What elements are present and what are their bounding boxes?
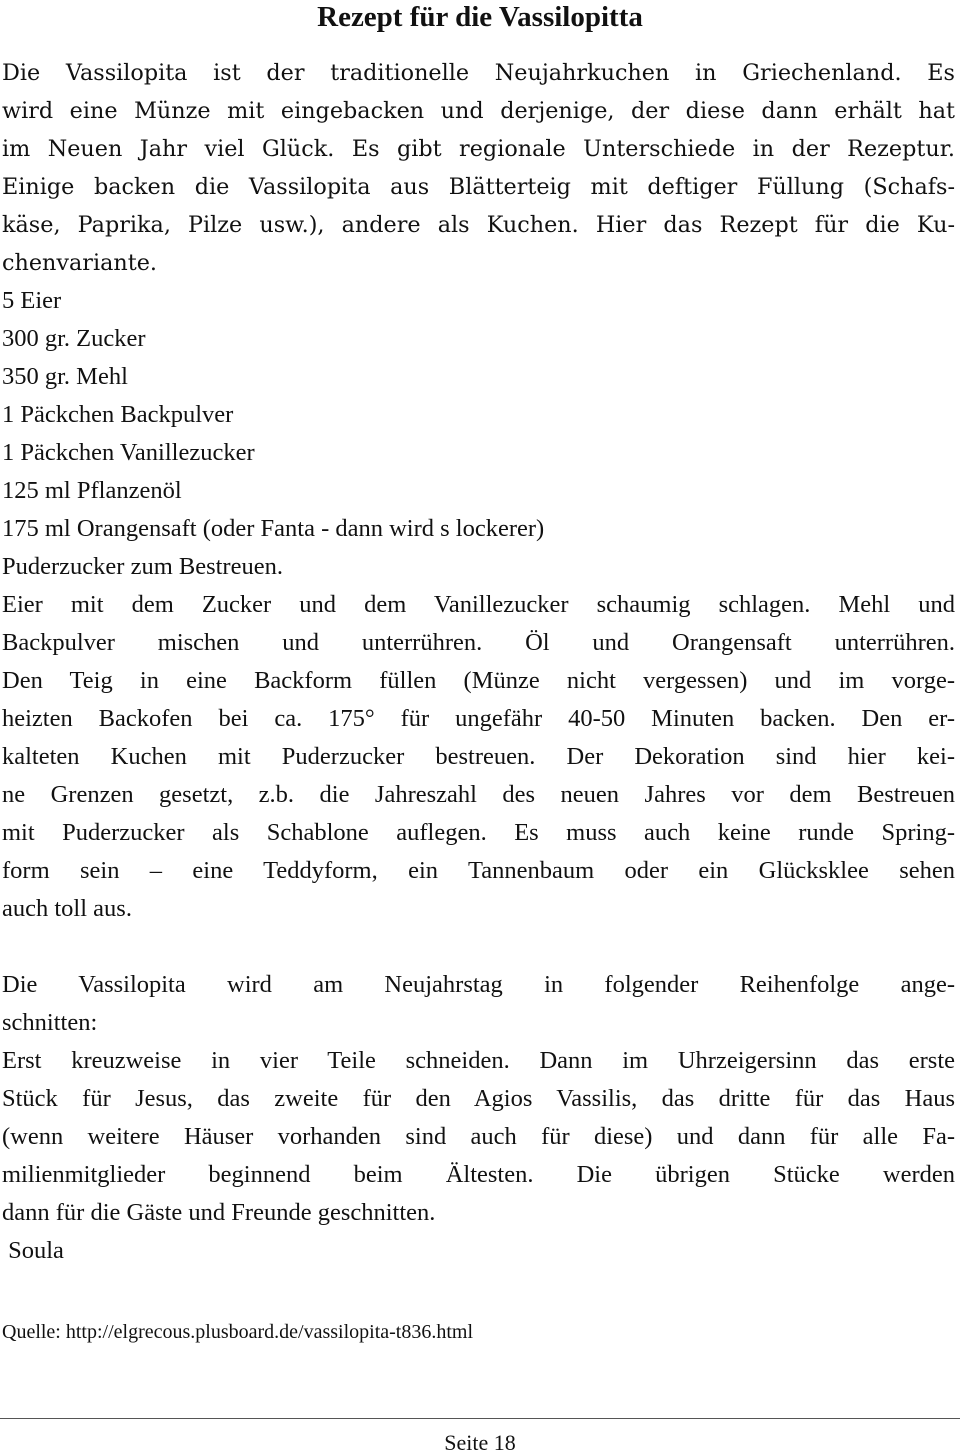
page-title: Rezept für die Vassilopitta xyxy=(317,1,643,33)
ingredient-item: 175 ml Orangensaft (oder Fanta - dann wird s lockerer) xyxy=(2,515,545,542)
cutting-line: Die Vassilopita wird am Neujahrstag in folgender Reihenfolge ange- xyxy=(2,971,955,998)
intro-line: wird eine Münze mit eingebacken und derjenige, der diese dann erhält hat xyxy=(2,98,955,124)
cutting-paragraph xyxy=(2,966,955,1270)
ingredient-item: 1 Päckchen Vanillezucker xyxy=(2,439,255,466)
page-number: Seite 18 xyxy=(444,1430,516,1455)
instruction-line: ne Grenzen gesetzt, z.b. die Jahreszahl des neuen Jahres vor dem Bestreuen xyxy=(2,781,955,808)
ingredient-item: Puderzucker zum Bestreuen. xyxy=(2,553,283,580)
instructions-paragraph xyxy=(2,586,955,928)
instruction-line: Backpulver mischen und unterrühren. Öl und Orangensaft unterrühren. xyxy=(2,629,955,656)
instruction-line: Den Teig in eine Backform füllen (Münze nicht vergessen) und im vorge- xyxy=(2,667,955,694)
footer-divider xyxy=(0,1418,960,1419)
intro-line: käse, Paprika, Pilze usw.), andere als Kuchen. Hier das Rezept für die Ku- xyxy=(2,212,955,238)
instruction-line: mit Puderzucker als Schablone auflegen. Es muss auch keine runde Spring- xyxy=(2,819,955,846)
intro-line: im Neuen Jahr viel Glück. Es gibt regionale Unterschiede in der Rezeptur. xyxy=(2,136,955,162)
ingredient-item: 5 Eier xyxy=(2,287,62,314)
cutting-line: schnitten: xyxy=(2,1009,98,1036)
ingredient-item: 300 gr. Zucker xyxy=(2,325,146,352)
ingredient-item: 1 Päckchen Backpulver xyxy=(2,401,234,428)
instruction-line: form sein – eine Teddyform, ein Tannenbaum oder ein Glücksklee sehen xyxy=(2,857,955,884)
intro-line: chenvariante. xyxy=(2,250,157,276)
instruction-line: Eier mit dem Zucker und dem Vanillezucker schaumig schlagen. Mehl und xyxy=(2,591,955,618)
instruction-line: heizten Backofen bei ca. 175° für ungefähr 40-50 Minuten backen. Den er- xyxy=(2,705,955,732)
cutting-line: Erst kreuzweise in vier Teile schneiden. Dann im Uhrzeigersinn das erste xyxy=(2,1047,955,1074)
cutting-line: dann für die Gäste und Freunde geschnitten. xyxy=(2,1199,436,1226)
cutting-line: milienmitglieder beginnend beim Ältesten. Die übrigen Stücke werden xyxy=(2,1161,955,1188)
ingredient-list xyxy=(2,282,955,586)
intro-line: Einige backen die Vassilopita aus Blätterteig mit deftiger Füllung (Schafs- xyxy=(2,174,955,200)
ingredient-item: 125 ml Pflanzenöl xyxy=(2,477,182,504)
instruction-line: kalteten Kuchen mit Puderzucker bestreuen. Der Dekoration sind hier kei- xyxy=(2,743,955,770)
cutting-line: Stück für Jesus, das zweite für den Agios Vassilis, das dritte für das Haus xyxy=(2,1085,955,1112)
instruction-line: auch toll aus. xyxy=(2,895,132,922)
intro-line: Die Vassilopita ist der traditionelle Neujahrkuchen in Griechenland. Es xyxy=(2,60,955,86)
cutting-line: (wenn weitere Häuser vorhanden sind auch für diese) und dann für alle Fa- xyxy=(2,1123,955,1150)
ingredient-item: 350 gr. Mehl xyxy=(2,363,128,390)
author-signature: Soula xyxy=(2,1237,64,1264)
intro-paragraph xyxy=(2,54,955,282)
source-citation: Quelle: http://elgrecous.plusboard.de/vassilopita-t836.html xyxy=(2,1321,474,1343)
